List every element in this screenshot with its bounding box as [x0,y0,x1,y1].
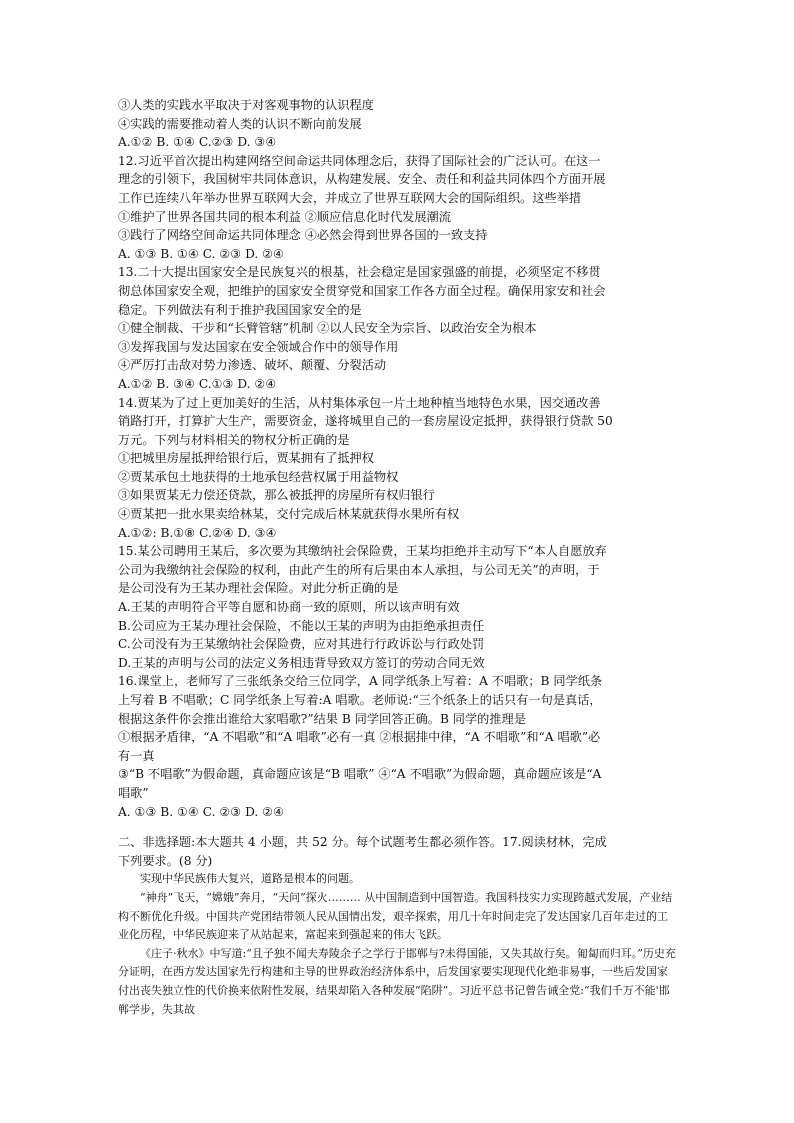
q14-answers: A.①②: B.①⑧ C.②④ D. ③④ [118,525,277,540]
q16-stem-1: 16.课堂上，老师写了三张纸条交给三位同学，A 同学纸条上写着：A 不唱歌；B 同学纸条 [118,674,603,689]
q14-stem-3: 万元。下列与材料相关的物权分析正确的是 [118,432,350,447]
q13-stem-1: 13.二十大提出国家安全是民族复兴的根基，社会稳定是国家强盛的前提，必须坚定不移贯 [118,265,601,280]
q12-stem-3: 工作已连续八年举办世界互联网大会，并成立了世界互联网大会的国际组织。这些举措 [118,190,582,205]
q16-stem-3: 根据这条件你会推出谁给大家唱歌?”结果 B 同学回答正确。B 同学的推理是 [118,711,526,726]
q12-stem-1: 12.习近平首次提出构建网络空间命运共同体理念后，获得了国际社会的广泛认可。在这一 [118,153,601,168]
q14-option-3: ③如果贾某无力偿还贷款，那么被抵押的房屋所有权归银行 [118,488,435,503]
material-paragraph-1: 实现中华民族伟大复兴，道路是根本的问题。 [140,872,360,886]
q12-answers: A. ①③ B. ①④ C. ②③ D. ②④ [118,246,285,261]
q16-stem-2: 上写着 B 不唱歌；C 同学纸条上写着:A 唱歌。老师说:“三个纸条上的话只有一句是真话， [118,693,602,707]
q12-stem-2: 理念的引领下，我国树牢共同体意识，从构建发展、安全、责任和利益共同体四个方面开展 [118,172,606,187]
prev-option-4: ④实践的需要推动着人类的认识不断向前发展 [118,116,362,131]
question-14 [118,394,678,543]
q13-answers: A.①② B. ③④ C.①③ D. ②④ [118,376,277,391]
q16-option-1-2: ①根据矛盾律，“A 不唱歌”和“A 唱歌”必有一真 ②根据排中律，“A 不唱歌”和“A 唱歌”必 [118,730,601,745]
q15-stem-2: 公司为我缴纳社会保险的权利，由此产生的所有后果由本人承担，与公司无关”的声明，于 [118,562,600,577]
q14-option-2: ②贾某承包土地获得的土地承包经营权属于用益物权 [118,469,399,484]
material-paragraph-2: “神舟”飞天，“嫦娥”奔月，“天问”探火……… 从中国制造到中国智造。我国科技实力实现跨越式发展，产业结构不断优化升级。中国共产党团结带领人民从国情出发，艰辛探索，用几十年时间走完了发达国家几百年走过的工业化历程，中华民族迎来了从站起来，富起来到强起来的伟大飞跃。 [118,890,673,942]
question-13 [118,263,678,393]
q15-option-b: B.公司应为王某办理社会保险，不能以王某的声明为由拒绝承担责任 [118,618,485,633]
q14-stem-2: 销路打开，打算扩大生产，需要资金，遂将城里自己的一套房屋设定抵押，获得银行贷款 50 [118,414,613,429]
q15-stem-1: 15.某公司聘用王某后，多次要为其缴纳社会保险费，王某均拒绝并主动写下“本人自愿放弃 [118,544,607,559]
q15-option-a: A.王某的声明符合平等自愿和协商一致的原则，所以该声明有效 [118,600,460,615]
q13-stem-2: 彻总体国家安全观，把维护的国家安全贯穿党和国家工作各方面全过程。确保用家安和社会 [118,283,606,298]
exam-page [118,96,678,1019]
question-15 [118,542,678,672]
material-paragraph-3: 《庄子·秋水》中写道:“且子独不闻夫寿陵余子之学行于邯郸与?未得国能，又失其故行矣。匍匐而归耳。”历史充分证明，在西方发达国家先行构建和主导的世界政治经济体系中，后发国家要实现现代化绝非易事，一些后发国家付出丧失独立性的代价换来依附性发展，结果却陷入各种发展“陷阱”。习近平总书记曾告诫全党:“我们千万不能'邯郸学步，失其故 [118,946,676,1016]
q16-answers: A. ①③ B. ①④ C. ②③ D. ②④ [118,804,285,819]
q13-stem-3: 稳定。下列做法有利于推护我国国家安全的是 [118,302,362,317]
prev-option-3: ③人类的实践水平取决于对客观事物的认识程度 [118,98,374,112]
part-two [118,833,678,1019]
q15-option-c: C.公司没有为王某缴纳社会保险费，应对其进行行政诉讼与行政处罚 [118,637,485,652]
q14-option-4: ④贾某把一批水果卖给林某，交付完成后林某就获得水果所有权 [118,507,460,522]
q14-stem-1: 14.贾某为了过上更加美好的生活，从村集体承包一片土地种植当地特色水果，因交通改善 [118,395,601,410]
q15-stem-3: 是公司没有为王某办理社会保险。对此分析正确的是 [118,581,399,596]
q13-option-4: ④严厉打击敌对势力渗透、破坏、颠覆、分裂活动 [118,358,387,373]
q16-option-3-4: ③“B 不唱歌”为假命题，真命题应该是“B 唱歌” ④“A 不唱歌”为假命题，真命题应该是“A [118,767,602,782]
q15-option-d: D.王某的声明与公司的法定义务相违背导致双方签订的劳动合同无效 [118,655,485,670]
q16-option-1-2-cont: 有一真 [118,748,155,763]
q13-options-1-2: ①健全制裁、干步和“长臂管辖”机制 ②以人民安全为宗旨、以政治安全为根本 [118,321,537,336]
q14-option-1: ①把城里房屋抵押给银行后，贾某拥有了抵押权 [118,451,374,466]
prev-answers: A.①② B. ①④ C.②③ D. ③④ [118,135,277,150]
part2-heading-1: 二、非选择题:本大题共 4 小题，共 52 分。每个试题考生都必须作答。17.阅读材林，完成 [118,835,607,850]
q16-option-3-4-cont: 唱歌” [118,785,149,800]
q12-options-1-2: ①维护了世界各国共同的根本利益 ②顺应信息化时代发展潮流 [118,209,451,224]
question-12 [118,152,678,264]
question-16 [118,672,678,821]
q12-options-3-4: ③践行了网络空间命运共同体理念 ④必然会得到世界各国的一致支持 [118,228,488,243]
part2-heading-2: 下列要求。(8 分) [118,853,213,868]
q13-option-3: ③发挥我国与发达国家在安全领域合作中的领导作用 [118,339,399,354]
